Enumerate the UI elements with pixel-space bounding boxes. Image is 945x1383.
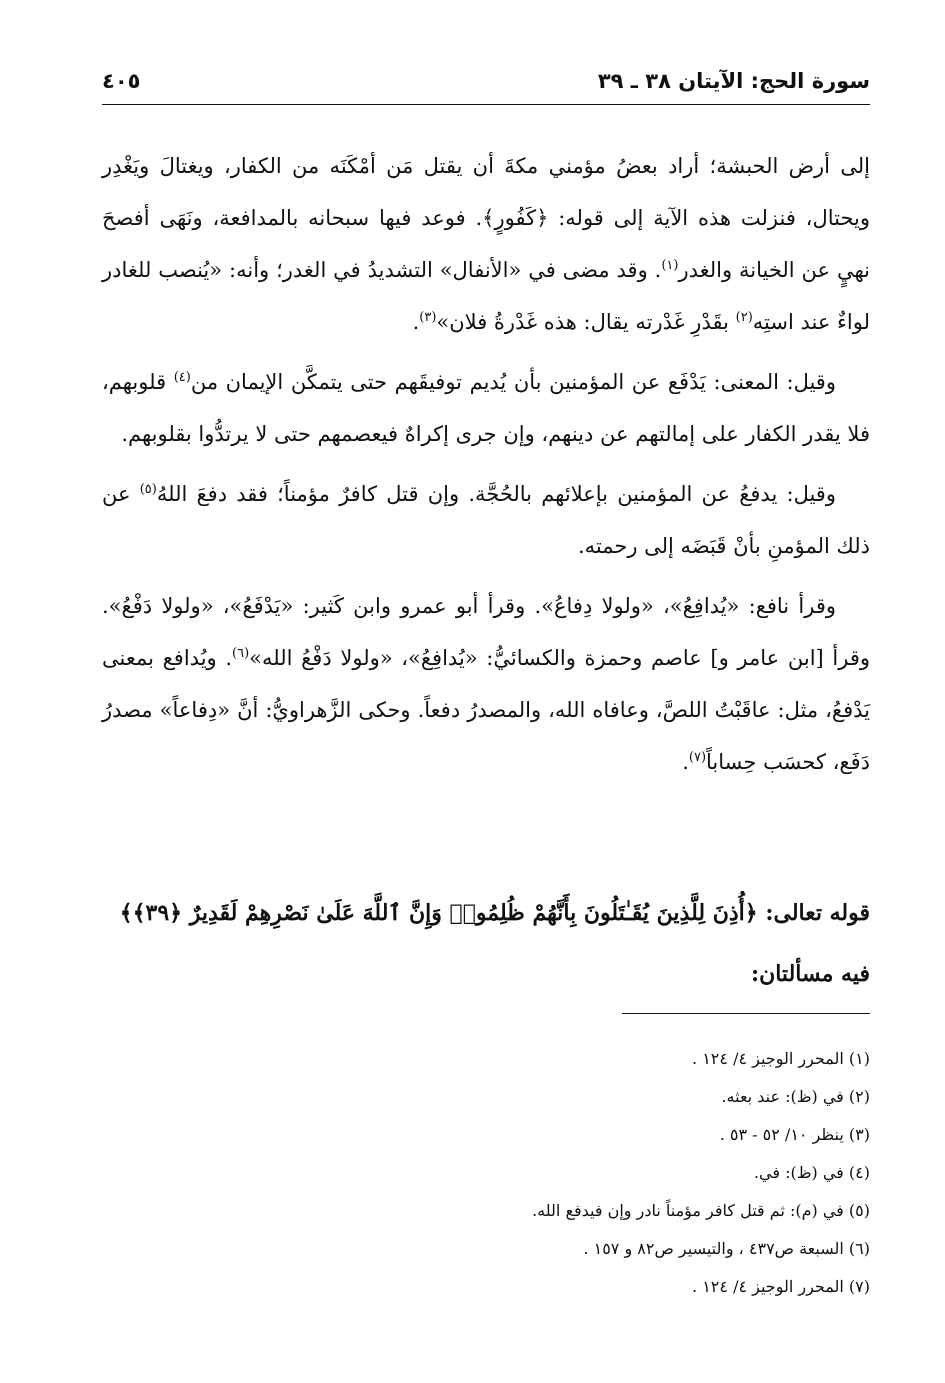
footnote-6: (٦) السبعة ص٤٣٧ ، والتيسير ص٨٢ و ١٥٧ . xyxy=(583,1239,870,1258)
paragraph-1-part-b: . وقد مضى في «الأنفال» التشديدُ في الغدر؛ وأنه: «يُنصب للغادر لواءٌ عند استِه xyxy=(102,258,870,334)
issues-heading: فيه مسألتان: xyxy=(750,961,870,987)
footnote-4: (٤) في (ظ): في. xyxy=(753,1163,870,1182)
footnote-7: (٧) المحرر الوجيز ٤/ ١٢٤ . xyxy=(692,1277,870,1296)
paragraph-3 xyxy=(102,468,870,572)
paragraph-2-part-a: وقيل: المعنى: يَدْفَع عن المؤمنين بأن يُديم توفيقَهم حتى يتمكَّن الإيمان من xyxy=(190,370,836,394)
verse-label: قوله تعالى: xyxy=(765,900,870,926)
footnote-ref-5[interactable]: (٥) xyxy=(139,482,157,497)
verse-text: ﴿أُذِنَ لِلَّذِينَ يُقَـٰتَلُونَ بِأَنَّهُمْ ظُلِمُوا۟ وَإِنَّ ٱللَّهَ عَلَىٰ نَصْرِهِمْ لَقَدِيرٌ ﴿٣٩﴾﴾ xyxy=(119,900,758,926)
paragraph-1-part-d: . xyxy=(412,310,420,334)
footnote-ref-1[interactable]: (١) xyxy=(661,258,679,273)
paragraph-4-part-b: . ويُدافع بمعنى يَدْفعُ، مثل: عاقَبْتُ اللصَّ، وعافاه الله، والمصدرُ دفعاً. وحكى الزَّهراويُّ: أنَّ «دِفاعاً» مصدرُ دَفَع، كحسَب حِساباً xyxy=(102,646,870,774)
paragraph-4-part-a: وقرأ نافع: «يُدافِعُ»، «ولولا دِفاعُ». وقرأ أبو عمرو وابن كَثير: «يَدْفَعُ»، «ولولا دَفْعُ». وقرأ [ابن عامر و] عاصم وحمزة والكسائيُّ: «يُدافِعُ»، «ولولا دَفْعُ الله» xyxy=(102,594,870,670)
footnote-ref-6[interactable]: (٦) xyxy=(232,646,250,661)
paragraph-2 xyxy=(102,356,870,460)
footnote-3: (٣) ينظر ١٠/ ٥٢ - ٥٣ . xyxy=(719,1125,870,1144)
footnote-ref-4[interactable]: (٤) xyxy=(173,370,191,385)
paragraph-1-part-a: إلى أرض الحبشة؛ أراد بعضُ مؤمني مكةَ أن يقتل مَن أمْكَنَه من الكفار، ويغتالَ ويَغْدِر ويحتال، فنزلت هذه الآية إلى قوله: ﴿كَفُورٍ﴾. فوعد فيها سبحانه بالمدافعة، ونَهَى أفصحَ نهيٍ عن الخيانة والغدر xyxy=(102,154,870,282)
footnote-ref-2[interactable]: (٢) xyxy=(735,310,753,325)
paragraph-1-part-c: بقَدْرِ غَدْرته يقال: هذه غَدْرةُ فلان» xyxy=(436,310,736,334)
footnote-1: (١) المحرر الوجيز ٤/ ١٢٤ . xyxy=(692,1049,870,1068)
verse-line xyxy=(102,888,870,938)
footnote-ref-7[interactable]: (٧) xyxy=(688,750,707,765)
footnote-rule xyxy=(622,1013,870,1014)
page-number: ٤٠٥ xyxy=(102,69,141,93)
footnote-ref-3[interactable]: (٣) xyxy=(419,310,437,325)
running-head xyxy=(102,64,870,98)
surah-title: سورة الحج: الآيتان ٣٨ ـ ٣٩ xyxy=(597,69,870,93)
footnotes-list xyxy=(102,1040,870,1306)
paragraph-3-part-b: عن ذلك المؤمنِ بأنْ قَبَضَه إلى رحمته. xyxy=(102,482,870,558)
paragraph-3-part-a: وقيل: يدفعُ عن المؤمنين بإعلائهم بالحُجَّة. وإن قتل كافرٌ مؤمناً؛ فقد دفعَ اللهُ xyxy=(156,482,836,506)
footnote-5: (٥) في (م): ثم قتل كافر مؤمناً نادر وإن فيدفع الله. xyxy=(532,1201,870,1220)
paragraph-2-part-b: قلوبهم، فلا يقدر الكفار على إمالتهم عن دينهم، وإن جرى إكراهٌ فيعصمهم حتى لا يرتدُّوا بقلوبهم. xyxy=(102,370,870,446)
footnote-2: (٢) في (ظ): عند بعثه. xyxy=(721,1087,870,1106)
paragraph-4 xyxy=(102,580,870,788)
main-text xyxy=(102,140,870,796)
paragraph-4-part-c: . xyxy=(682,750,689,774)
paragraph-1 xyxy=(102,140,870,348)
header-rule xyxy=(102,104,870,105)
